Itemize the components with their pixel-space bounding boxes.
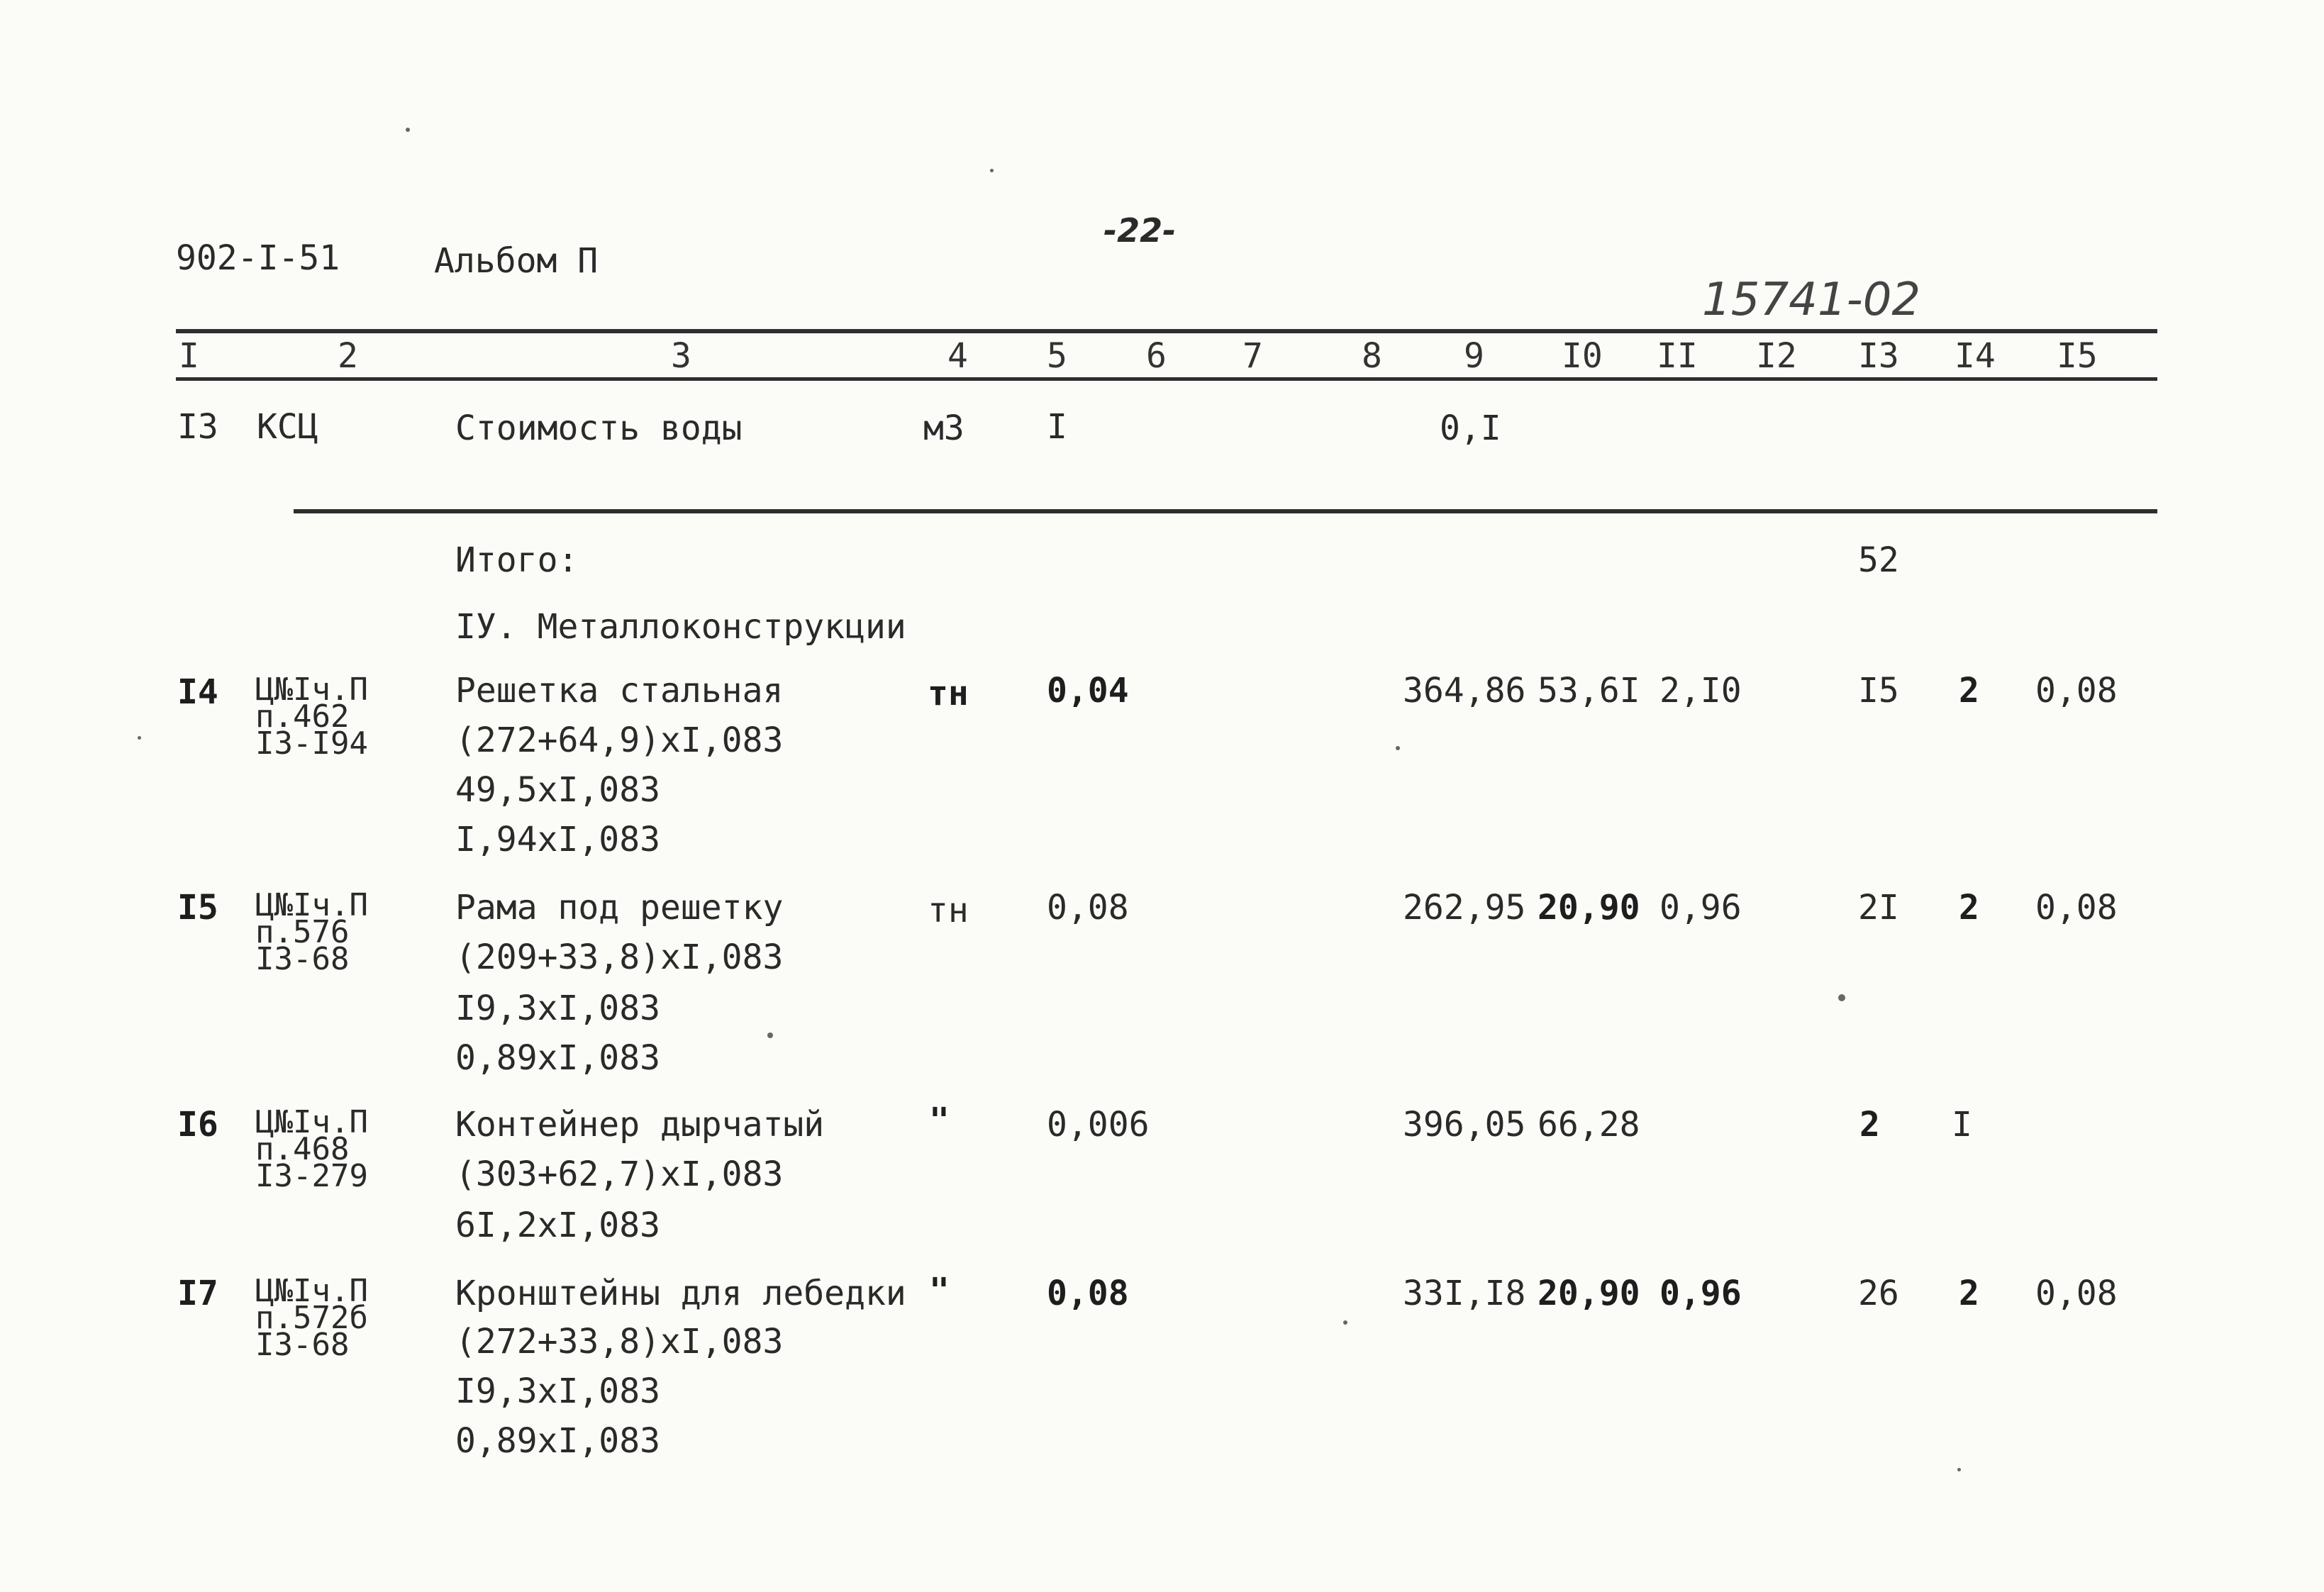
- row-number: I3: [177, 407, 218, 447]
- cost-column-15: 0,08: [2035, 888, 2118, 928]
- quantity: 0,08: [1047, 1274, 1129, 1313]
- scan-speck: [1838, 994, 1845, 1001]
- unit-cost: 0,I: [1440, 408, 1501, 448]
- scan-speck: [767, 1032, 773, 1038]
- column-header: I0: [1562, 336, 1603, 376]
- column-header: I2: [1756, 336, 1797, 376]
- scan-speck: [1957, 1468, 1961, 1471]
- rate-code: п.572б: [255, 1300, 368, 1336]
- calc-line: I9,3хI,083: [455, 1371, 660, 1411]
- column-header: 5: [1047, 336, 1067, 376]
- cost-column-13: 2I: [1858, 888, 1899, 928]
- page-number: -22-: [1103, 211, 1177, 250]
- cost-column-14: 2: [1959, 671, 1979, 711]
- scan-speck: [990, 169, 994, 172]
- column-header: 6: [1146, 336, 1167, 376]
- cost-column-10: 53,6I: [1538, 671, 1640, 711]
- quantity: I: [1047, 407, 1067, 447]
- scan-speck: [1343, 1320, 1347, 1325]
- cost-column-14: I: [1952, 1105, 1972, 1145]
- quantity: 0,08: [1047, 888, 1129, 928]
- unit-cost: 262,95: [1403, 888, 1526, 928]
- row-number: I7: [177, 1274, 218, 1313]
- item-name: Кронштейны для лебедки: [455, 1274, 906, 1313]
- calc-line: (303+62,7)хI,083: [455, 1154, 784, 1194]
- table-top-rule: [176, 329, 2157, 333]
- quantity: 0,04: [1047, 671, 1129, 711]
- column-header: 8: [1362, 336, 1382, 376]
- cost-column-10: 20,90: [1538, 888, 1640, 928]
- row-number: I4: [177, 672, 218, 712]
- calc-line: I9,3хI,083: [455, 989, 660, 1028]
- unit: м3: [923, 408, 964, 448]
- column-header: I: [179, 336, 199, 376]
- album-label: Альбом П: [434, 241, 599, 281]
- item-name: Рама под решетку: [455, 888, 784, 928]
- column-header: I4: [1955, 336, 1996, 376]
- scan-speck: [406, 128, 410, 132]
- column-header: 7: [1242, 336, 1263, 376]
- column-header-rule: [176, 377, 2157, 381]
- subtotal-value: 52: [1858, 540, 1899, 580]
- item-name: Стоимость воды: [455, 408, 743, 448]
- unit-cost: 33I,I8: [1403, 1274, 1526, 1313]
- cost-column-15: 0,08: [2035, 1274, 2118, 1313]
- row-number: I5: [177, 888, 218, 928]
- section-title: IУ. Металлоконструкции: [455, 607, 906, 647]
- calc-line: (272+64,9)хI,083: [455, 720, 784, 760]
- rate-code: КСЦ: [257, 407, 318, 447]
- subtotal-rule: [294, 509, 2157, 513]
- column-header: I5: [2057, 336, 2098, 376]
- rate-code: I3-68: [255, 941, 350, 977]
- rate-code: Ц№Iч.П: [255, 1273, 368, 1309]
- rate-code: Ц№Iч.П: [255, 1104, 368, 1140]
- calc-line: (272+33,8)хI,083: [455, 1322, 784, 1362]
- rate-code: п.462: [255, 698, 350, 735]
- column-header: 3: [671, 336, 691, 376]
- scan-speck: [1396, 746, 1400, 750]
- calc-line: 0,89хI,083: [455, 1038, 660, 1078]
- calc-line: 6I,2хI,083: [455, 1206, 660, 1245]
- cost-column-10: 20,90: [1538, 1274, 1640, 1313]
- scan-speck: [138, 736, 141, 740]
- cost-column-11: 2,I0: [1659, 671, 1742, 711]
- column-header: I3: [1858, 336, 1899, 376]
- column-header: 4: [947, 336, 968, 376]
- unit-cost: 364,86: [1403, 671, 1526, 711]
- cost-column-13: I5: [1858, 671, 1899, 711]
- item-name: Решетка стальная: [455, 671, 784, 711]
- rate-code: I3-279: [255, 1158, 368, 1194]
- calc-line: 0,89хI,083: [455, 1421, 660, 1461]
- rate-code: п.468: [255, 1131, 350, 1167]
- unit: тн: [928, 674, 969, 713]
- quantity: 0,006: [1047, 1105, 1150, 1145]
- cost-column-11: 0,96: [1659, 1274, 1742, 1313]
- subtotal-label: Итого:: [455, 540, 579, 580]
- calc-line: (209+33,8)хI,083: [455, 937, 784, 977]
- rate-code: п.576: [255, 914, 350, 950]
- cost-column-11: 0,96: [1659, 888, 1742, 928]
- rate-code: Ц№Iч.П: [255, 887, 368, 923]
- column-header: 2: [338, 336, 358, 376]
- calc-line: 49,5хI,083: [455, 770, 660, 810]
- cost-column-14: 2: [1959, 1274, 1979, 1313]
- column-header: 9: [1464, 336, 1484, 376]
- row-number: I6: [177, 1105, 218, 1145]
- unit-ditto: ": [929, 1271, 950, 1310]
- unit-ditto: ": [929, 1101, 950, 1140]
- column-header: II: [1657, 336, 1698, 376]
- document-code: 902-I-51: [176, 238, 340, 278]
- item-name: Контейнер дырчатый: [455, 1105, 825, 1145]
- rate-code: I3-I94: [255, 725, 368, 762]
- cost-column-13: 2: [1859, 1105, 1880, 1145]
- cost-column-15: 0,08: [2035, 671, 2118, 711]
- cost-column-10: 66,28: [1538, 1105, 1640, 1145]
- unit-cost: 396,05: [1403, 1105, 1526, 1145]
- cost-column-13: 26: [1858, 1274, 1899, 1313]
- unit: тн: [928, 891, 969, 930]
- calc-line: I,94хI,083: [455, 820, 660, 859]
- cost-column-14: 2: [1959, 888, 1979, 928]
- handwritten-document-number: 15741-02: [1702, 274, 1921, 326]
- rate-code: Ц№Iч.П: [255, 672, 368, 708]
- rate-code: I3-68: [255, 1327, 350, 1363]
